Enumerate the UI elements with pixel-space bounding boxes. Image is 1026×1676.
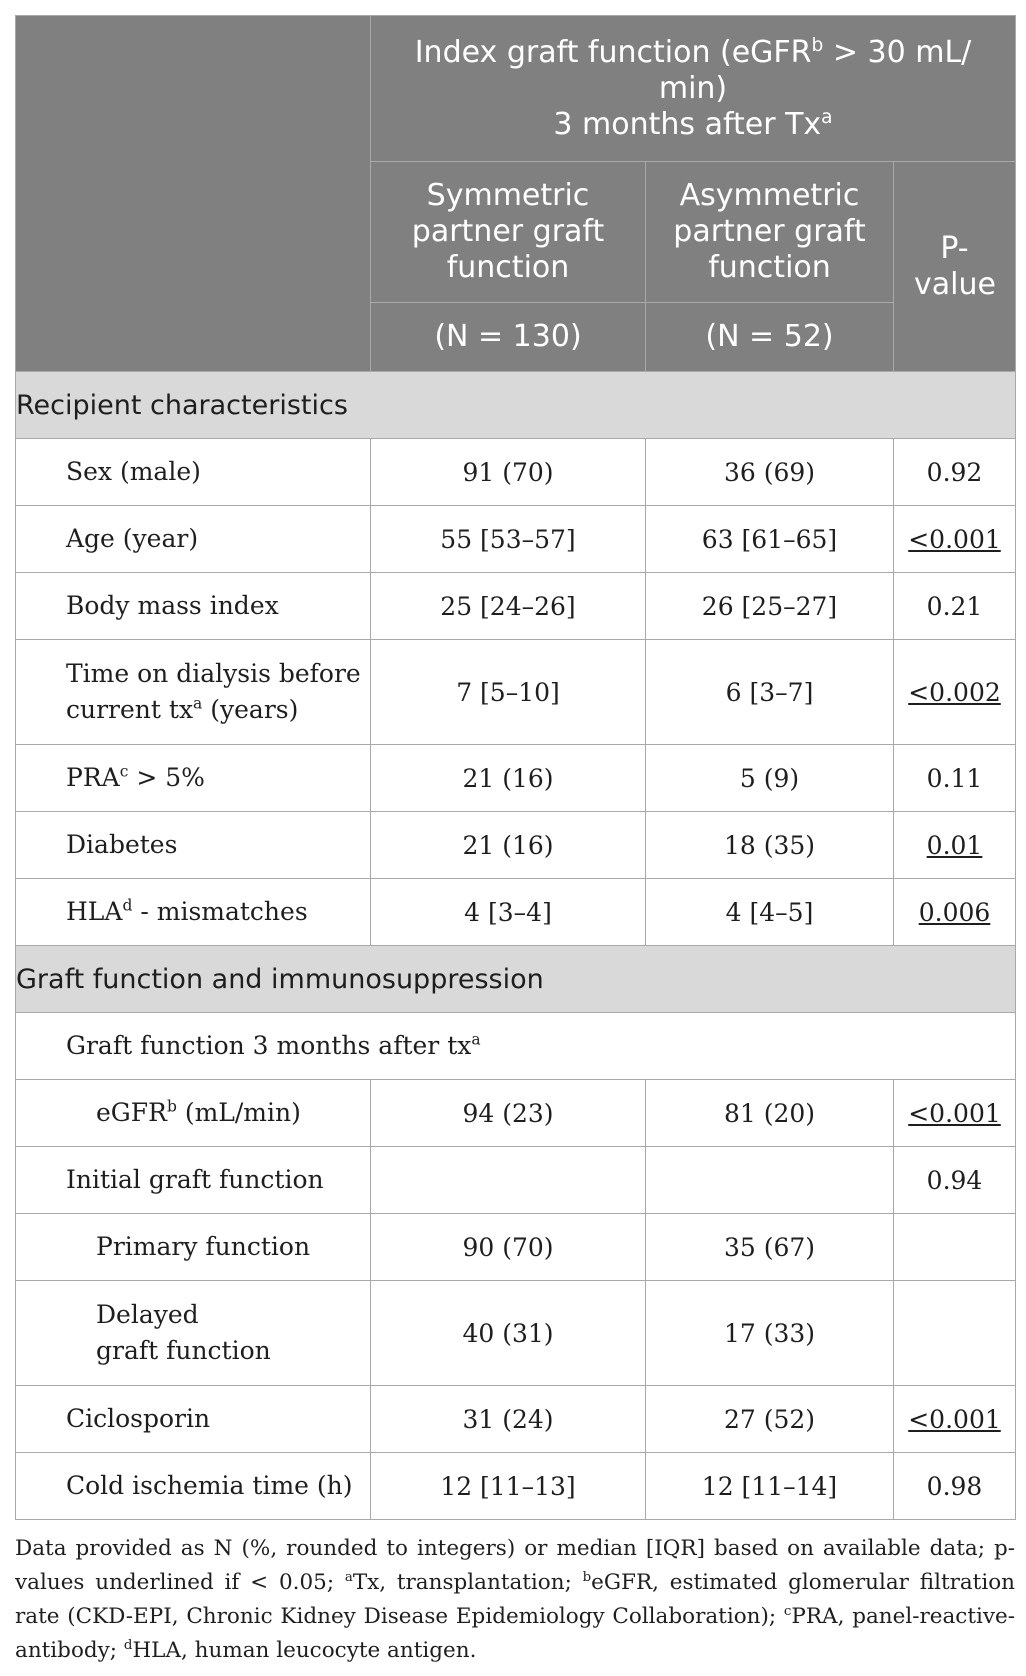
footnote-sup: a <box>344 1569 353 1585</box>
cell-sym: 40 (31) <box>371 1281 646 1386</box>
row-label-sup: a <box>193 694 203 713</box>
footnote-text: PRA, panel-reactive-antibody; <box>15 1604 1016 1663</box>
row-label-part: - mismatches <box>132 897 308 926</box>
footnote-sup: c <box>783 1603 792 1619</box>
cell-p: <0.002 <box>894 640 1016 745</box>
cell-p: 0.11 <box>894 745 1016 812</box>
cell-asym: 17 (33) <box>646 1281 894 1386</box>
n-asymmetric: (N = 52) <box>646 303 894 372</box>
cell-asym: 27 (52) <box>646 1386 894 1453</box>
cell-asym: 12 [11–14] <box>646 1453 894 1520</box>
cell-p: <0.001 <box>894 506 1016 573</box>
row-label: Primary function <box>16 1214 371 1281</box>
table-row <box>16 439 1016 506</box>
n-symmetric: (N = 130) <box>371 303 646 372</box>
row-label-part: (years) <box>202 695 299 724</box>
table-row <box>16 573 1016 640</box>
cell-sym: 90 (70) <box>371 1214 646 1281</box>
cell-sym: 94 (23) <box>371 1080 646 1147</box>
table-row <box>16 1080 1016 1147</box>
row-label-sup: a <box>471 1030 481 1049</box>
data-table <box>15 15 1016 1520</box>
cell-asym <box>646 1147 894 1214</box>
cell-asym: 18 (35) <box>646 812 894 879</box>
cell-asym: 26 [25–27] <box>646 573 894 640</box>
row-label-part: HLA <box>66 897 123 926</box>
row-label-part: Graft function 3 months after tx <box>66 1031 472 1060</box>
footnote-text: HLA, human leucocyte antigen. <box>132 1638 477 1663</box>
row-label: Ciclosporin <box>16 1386 371 1453</box>
cell-p: <0.001 <box>894 1080 1016 1147</box>
table-row <box>16 640 1016 745</box>
footnote-text: Data provided as N (%, rounded to integers) or median [IQR] based on available data; p-values underlined if < 0.05; <box>15 1536 1015 1595</box>
cell-p: <0.001 <box>894 1386 1016 1453</box>
cell-p: 0.92 <box>894 439 1016 506</box>
table-row <box>16 745 1016 812</box>
table-row <box>16 879 1016 946</box>
col-header-symmetric: Symmetric partner graft function <box>371 162 646 303</box>
row-label: Body mass index <box>16 573 371 640</box>
cell-sym: 91 (70) <box>371 439 646 506</box>
sup-a: a <box>821 106 833 128</box>
group-title-3: 3 months after Tx <box>553 106 822 142</box>
footnote-text: eGFR, estimated glomerular filtration rate (CKD-EPI, Chronic Kidney Disease Epidemiology Collaboration); <box>15 1570 1015 1629</box>
table-footnote <box>15 1532 1015 1668</box>
row-label-part: (mL/min) <box>176 1098 301 1127</box>
row-label-part: > 5% <box>128 763 205 792</box>
row-label-sup: c <box>119 762 129 781</box>
cell-asym: 36 (69) <box>646 439 894 506</box>
row-label-sup: b <box>166 1097 177 1116</box>
row-label-part: current tx <box>66 695 194 724</box>
row-label: Age (year) <box>16 506 371 573</box>
row-label-part: graft function <box>96 1336 271 1365</box>
group-title-1-end: > 30 mL/ <box>823 34 972 70</box>
table-row <box>16 1214 1016 1281</box>
cell-asym: 35 (67) <box>646 1214 894 1281</box>
row-label <box>16 1281 371 1386</box>
cell-asym: 6 [3–7] <box>646 640 894 745</box>
sup-b: b <box>811 34 824 56</box>
cell-asym: 5 (9) <box>646 745 894 812</box>
row-label <box>16 745 371 812</box>
cell-p <box>894 1214 1016 1281</box>
table-row <box>16 812 1016 879</box>
header-corner <box>16 16 371 372</box>
cell-sym: 25 [24–26] <box>371 573 646 640</box>
row-label-part: Time on dialysis before <box>66 659 361 688</box>
table-row <box>16 1386 1016 1453</box>
footnote-sup: b <box>582 1569 592 1585</box>
cell-asym: 4 [4–5] <box>646 879 894 946</box>
cell-sym <box>371 1147 646 1214</box>
cell-p <box>894 1281 1016 1386</box>
table-row <box>16 506 1016 573</box>
cell-p: 0.01 <box>894 812 1016 879</box>
footnote-text: Tx, transplantation; <box>352 1570 583 1595</box>
cell-sym: 21 (16) <box>371 812 646 879</box>
cell-sym: 21 (16) <box>371 745 646 812</box>
cell-asym: 63 [61–65] <box>646 506 894 573</box>
cell-sym: 55 [53–57] <box>371 506 646 573</box>
table-row <box>16 1281 1016 1386</box>
row-label-part: Delayed <box>96 1300 199 1329</box>
section-graft: Graft function and immunosuppression <box>16 946 1016 1013</box>
cell-asym: 81 (20) <box>646 1080 894 1147</box>
cell-sym: 4 [3–4] <box>371 879 646 946</box>
cell-p: 0.98 <box>894 1453 1016 1520</box>
cell-p: 0.94 <box>894 1147 1016 1214</box>
section-recipient: Recipient characteristics <box>16 372 1016 439</box>
table-row <box>16 1013 1016 1080</box>
cell-p: 0.006 <box>894 879 1016 946</box>
row-label-part: eGFR <box>96 1098 167 1127</box>
group-title-1: Index graft function (eGFR <box>414 34 812 70</box>
table-row <box>16 1453 1016 1520</box>
cell-sym: 7 [5–10] <box>371 640 646 745</box>
table-container <box>15 15 1015 1668</box>
row-label <box>16 879 371 946</box>
group-header <box>371 16 1016 162</box>
row-label-sup: d <box>122 896 133 915</box>
table-row <box>16 1147 1016 1214</box>
col-header-asymmetric: Asymmetric partner graft function <box>646 162 894 303</box>
group-title-2: min) <box>658 70 728 106</box>
cell-sym: 12 [11–13] <box>371 1453 646 1520</box>
footnote-sup: d <box>123 1637 133 1653</box>
cell-sym: 31 (24) <box>371 1386 646 1453</box>
row-label <box>16 640 371 745</box>
row-label: Diabetes <box>16 812 371 879</box>
row-label: Cold ischemia time (h) <box>16 1453 371 1520</box>
row-label-part: PRA <box>66 763 120 792</box>
row-label <box>16 1080 371 1147</box>
row-label: Sex (male) <box>16 439 371 506</box>
row-label <box>16 1013 1016 1080</box>
col-header-p: P-value <box>894 162 1016 372</box>
row-label: Initial graft function <box>16 1147 371 1214</box>
cell-p: 0.21 <box>894 573 1016 640</box>
